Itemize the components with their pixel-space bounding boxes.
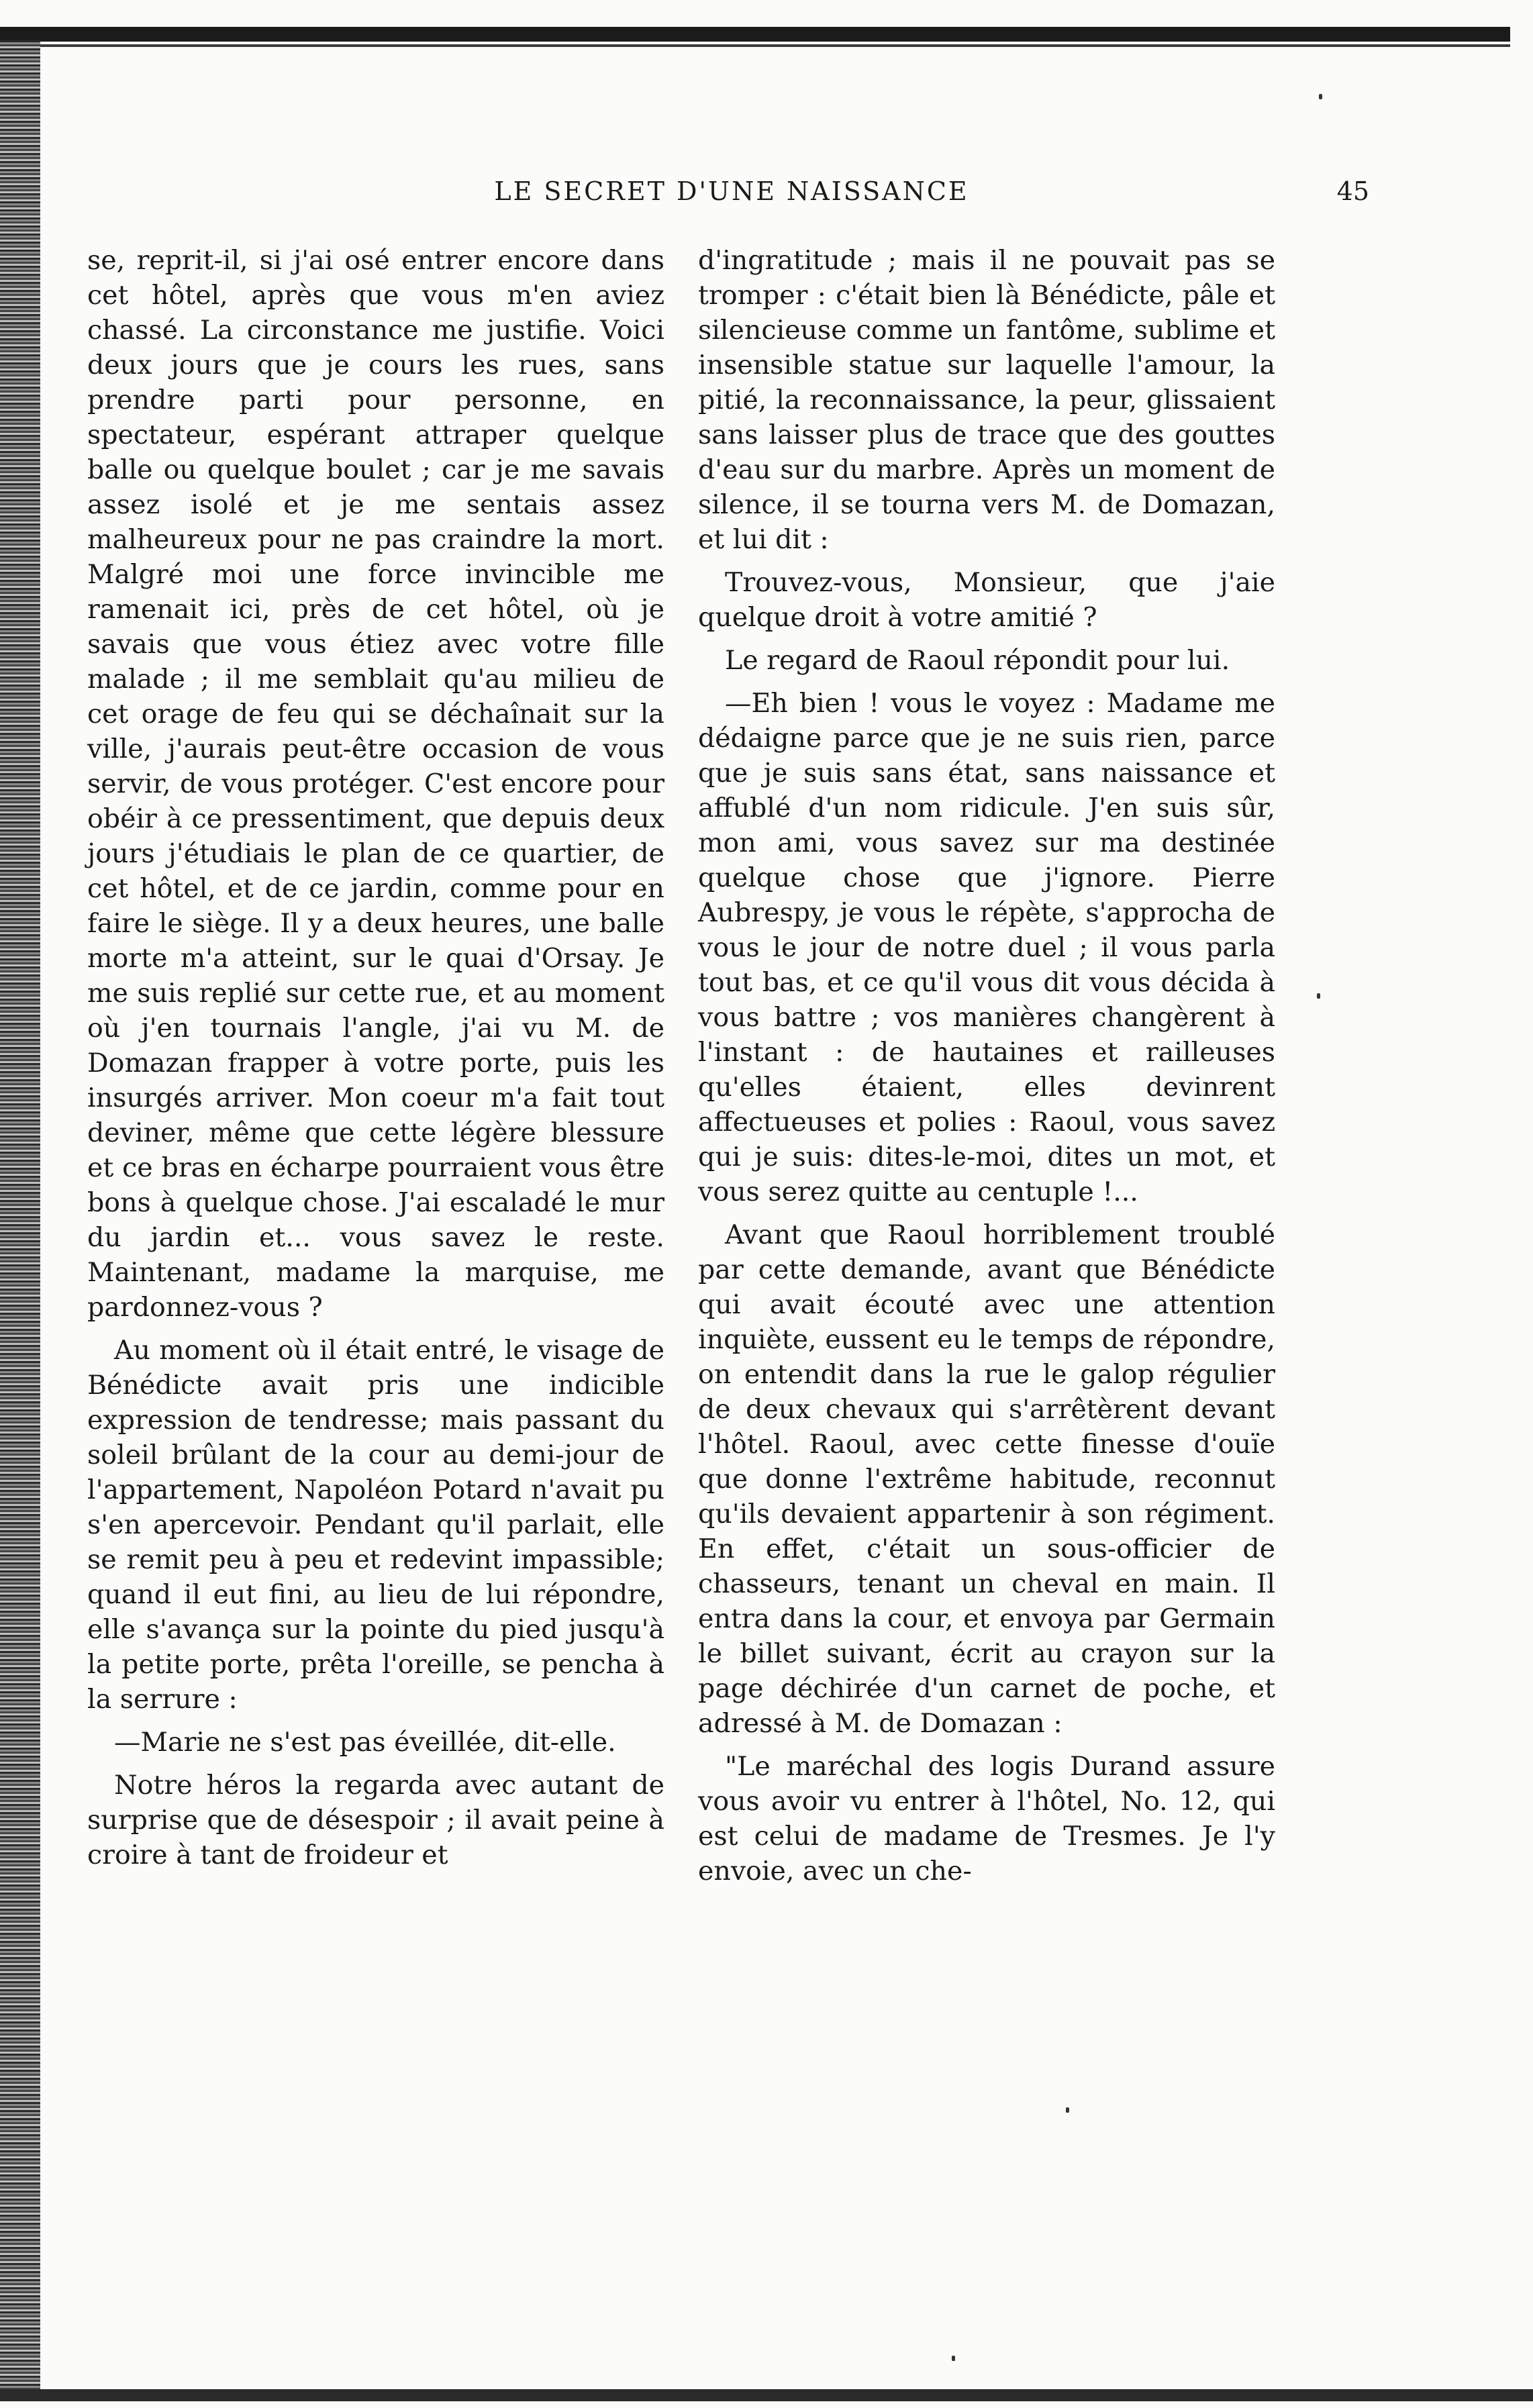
paragraph: Le regard de Raoul répondit pour lui. [725, 645, 1230, 676]
bottom-border-rule [0, 2389, 1533, 2401]
paragraph: —Marie ne s'est pas éveillée, dit-elle. [114, 1727, 616, 1758]
scan-speck [1066, 2107, 1069, 2113]
paragraph: Au moment où il était entré, le visage de Bénédicte avait pris une indicible expression de tendresse; mais passant du soleil brûlant de la cour au demi-jour de l'appartement, Napoléon Potard n'avait pu s'en apercevoir. Pendant qu'il parlait, elle se remit peu à peu et redevint impassible; quand il eut fini, au lieu de lui répondre, elle s'avança sur la pointe du pied jusqu'à la petite porte, prêta l'oreille, se pencha à la serrure : [87, 1335, 664, 1715]
left-column [87, 243, 664, 1880]
binding-edge [0, 40, 40, 2389]
running-title: LE SECRET D'UNE NAISSANCE [494, 177, 969, 206]
right-column [698, 243, 1275, 1897]
paragraph: d'ingratitude ; mais il ne pouvait pas se tromper : c'était bien là Bénédicte, pâle et silencieuse comme un fantôme, sublime et insensible statue sur laquelle l'amour, la pitié, la reconnaissance, la peur, glissaient sans laisser plus de trace que des gouttes d'eau sur du marbre. Après un moment de silence, il se tourna vers M. de Domazan, et lui dit : [698, 245, 1275, 555]
scan-speck [1317, 993, 1320, 999]
paragraph: Notre héros la regarda avec autant de surprise que de désespoir ; il avait peine à croire à tant de froideur et [87, 1770, 664, 1870]
paragraph: Avant que Raoul horriblement troublé par cette demande, avant que Bénédicte qui avait écouté avec une attention inquiète, eussent eu le temps de répondre, on entendit dans la rue le galop régulier de deux chevaux qui s'arrêtèrent devant l'hôtel. Raoul, avec cette finesse d'ouïe que donne l'extrême habitude, reconnut qu'ils devaient appartenir à son régiment. En effet, c'était un sous-officier de chasseurs, tenant un cheval en main. Il entra dans la cour, et envoya par Germain le billet suivant, écrit au crayon sur la page déchirée d'un carnet de poche, et adressé à M. de Domazan : [698, 1219, 1275, 1739]
paragraph: —Eh bien ! vous le voyez : Madame me dédaigne parce que je ne suis rien, parce que je suis sans état, sans naissance et affublé d'un nom ridicule. J'en suis sûr, mon ami, vous savez sur ma destinée quelque chose que j'ignore. Pierre Aubrespy, je vous le répète, s'approcha de vous le jour de notre duel ; il vous parla tout bas, et ce qu'il vous dit vous décida à vous battre ; vos manières changèrent à l'instant : de hautaines et railleuses qu'elles étaient, elles devinrent affectueuses et polies : Raoul, vous savez qui je suis: dites-le-moi, dites un mot, et vous serez quitte au centuple !... [698, 688, 1275, 1207]
scan-speck [952, 2356, 955, 2361]
paragraph: Trouvez-vous, Monsieur, que j'aie quelque droit à votre amitié ? [698, 567, 1275, 633]
top-border-thin-rule [0, 44, 1510, 47]
page-number: 45 [1336, 177, 1369, 206]
paragraph: "Le maréchal des logis Durand assure vous avoir vu entrer à l'hôtel, No. 12, qui est celui de madame de Tresmes. Je l'y envoie, avec un che- [698, 1751, 1275, 1887]
scan-speck [1319, 94, 1322, 99]
top-border-rule [0, 27, 1510, 42]
paragraph: se, reprit-il, si j'ai osé entrer encore dans cet hôtel, après que vous m'en aviez chassé. La circonstance me justifie. Voici deux jours que je cours les rues, sans prendre parti pour personne, en spectateur, espérant attraper quelque balle ou quelque boulet ; car je me savais assez isolé et je me sentais assez malheureux pour ne pas craindre la mort. Malgré moi une force invincible me ramenait ici, près de cet hôtel, où je savais que vous étiez avec votre fille malade ; il me semblait qu'au milieu de cet orage de feu qui se déchaînait sur la ville, j'aurais peut-être occasion de vous servir, de vous protéger. C'est encore pour obéir à ce pressentiment, que depuis deux jours j'étudiais le plan de ce quartier, de cet hôtel, et de ce jardin, comme pour en faire le siège. Il y a deux heures, une balle morte m'a atteint, sur le quai d'Orsay. Je me suis replié sur cette rue, et au moment où j'en tournais l'angle, j'ai vu M. de Domazan frapper à votre porte, puis les insurgés arriver. Mon coeur m'a fait tout deviner, même que cette légère blessure et ce bras en écharpe pourraient vous être bons à quelque chose. J'ai escaladé le mur du jardin et... vous savez le reste. Maintenant, madame la marquise, me pardonnez-vous ? [87, 245, 664, 1323]
running-header [81, 171, 1383, 211]
